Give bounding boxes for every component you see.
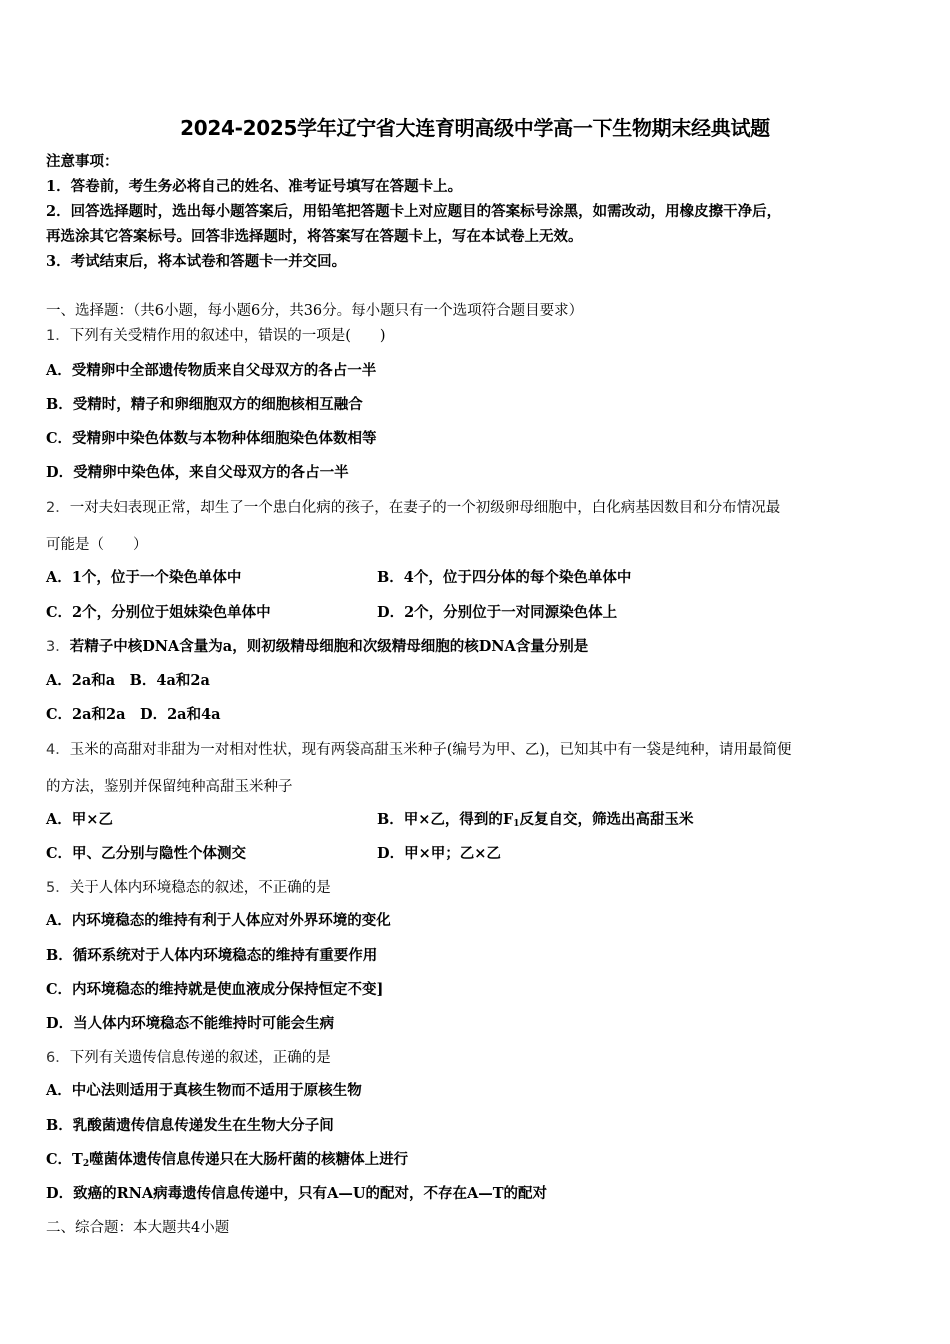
q6-option-c: [46, 1150, 408, 1174]
question-5-number: 5．: [46, 880, 70, 896]
q5-option-c: C．内环境稳态的维持就是使血液成分保持恒定不变]: [46, 981, 384, 998]
q3-options-cd: C．2a和2a D．2a和4a: [46, 706, 221, 723]
section-1-heading: 一、选择题：（共6小题，每小题6分，共36分。每小题只有一个选项符合题目要求）: [46, 303, 584, 319]
question-2-number: 2．: [46, 500, 70, 516]
q5-option-a: A．内环境稳态的维持有利于人体应对外界环境的变化: [46, 912, 391, 929]
q1-option-d: D．受精卵中染色体，来自父母双方的各占一半: [46, 464, 349, 481]
q3-options-ab: A．2a和a B．4a和2a: [46, 672, 210, 689]
q4-option-d: D．甲×甲；乙×乙: [377, 845, 501, 862]
notice-item-1: 1．答卷前，考生务必将自己的姓名、准考证号填写在答题卡上。: [46, 178, 463, 195]
q1-option-a: A．受精卵中全部遗传物质来自父母双方的各占一半: [46, 362, 377, 379]
q1-option-b: B．受精时，精子和卵细胞双方的细胞核相互融合: [46, 396, 363, 413]
question-1: [46, 326, 386, 346]
notice-item-2: 2．回答选择题时，选出每小题答案后，用铅笔把答题卡上对应题目的答案标号涂黑，如需改动，用橡皮擦干净后，: [46, 203, 782, 220]
q4-option-b-subscript: 1: [513, 819, 520, 829]
question-3: [46, 637, 588, 657]
question-3-number: 3．: [46, 639, 70, 655]
notice-heading: 注意事项：: [46, 153, 119, 170]
question-6-number: 6．: [46, 1050, 70, 1066]
question-1-number: 1．: [46, 328, 70, 344]
question-6-stem: 下列有关遗传信息传递的叙述，正确的是: [69, 1050, 331, 1066]
q1-option-c: C．受精卵中染色体数与本物种体细胞染色体数相等: [46, 430, 377, 447]
question-2: [46, 498, 780, 518]
q6-option-a: A．中心法则适用于真核生物而不适用于原核生物: [46, 1082, 362, 1099]
q4-option-b: [377, 810, 693, 834]
q2-option-a: A．1个，位于一个染色单体中: [46, 569, 242, 586]
question-5-stem: 关于人体内环境稳态的叙述，不正确的是: [69, 880, 331, 896]
q6-option-b: B．乳酸菌遗传信息传递发生在生物大分子间: [46, 1117, 334, 1134]
q2-option-c: C．2个，分别位于姐妹染色单体中: [46, 604, 271, 621]
q5-option-b: B．循环系统对于人体内环境稳态的维持有重要作用: [46, 947, 378, 964]
q4-option-c: C．甲、乙分别与隐性个体测交: [46, 845, 247, 862]
q2-option-b: B．4个，位于四分体的每个染色单体中: [377, 569, 632, 586]
q5-option-d: D．当人体内环境稳态不能维持时可能会生病: [46, 1015, 335, 1032]
question-5: [46, 878, 331, 898]
question-2-stem-cont: 可能是（ ）: [46, 537, 148, 553]
q4-option-a: A．甲×乙: [46, 811, 113, 828]
question-4: [46, 740, 792, 760]
section-2-heading: 二、综合题：本大题共4小题: [46, 1220, 230, 1236]
question-1-stem: 下列有关受精作用的叙述中，错误的一项是( ): [69, 328, 386, 344]
question-3-stem: 若精子中核DNA含量为a，则初级精母细胞和次级精母细胞的核DNA含量分别是: [69, 638, 589, 655]
q6-option-d: D．致癌的RNA病毒遗传信息传递中，只有A—U的配对，不存在A—T的配对: [46, 1185, 548, 1202]
q4-option-b-text: B．甲×乙，得到的F: [377, 811, 514, 828]
q6-option-c-subscript: 2: [82, 1159, 90, 1169]
page-title: 2024-2025学年辽宁省大连育明高级中学高一下生物期末经典试题: [180, 116, 770, 140]
question-4-stem-cont: 的方法，鉴别并保留纯种高甜玉米种子: [46, 779, 293, 795]
question-4-number: 4．: [46, 742, 70, 758]
question-4-stem: 玉米的高甜对非甜为一对相对性状，现有两袋高甜玉米种子(编号为甲、乙)，已知其中有一袋是纯种，请用最简便: [69, 742, 792, 758]
q6-option-c-text: C．T: [46, 1151, 83, 1168]
q6-option-c-text-end: 噬菌体遗传信息传递只在大肠杆菌的核糖体上进行: [89, 1151, 409, 1168]
q4-option-b-text-end: 反复自交，筛选出高甜玉米: [519, 811, 694, 828]
question-6: [46, 1048, 331, 1068]
question-2-stem: 一对夫妇表现正常，却生了一个患白化病的孩子，在妻子的一个初级卵母细胞中，白化病基因数目和分布情况最: [69, 500, 781, 516]
notice-item-2-cont: 再选涂其它答案标号。回答非选择题时，将答案写在答题卡上，写在本试卷上无效。: [46, 228, 583, 245]
q2-option-d: D．2个，分别位于一对同源染色体上: [377, 604, 618, 621]
notice-item-3: 3．考试结束后，将本试卷和答题卡一并交回。: [46, 253, 347, 270]
